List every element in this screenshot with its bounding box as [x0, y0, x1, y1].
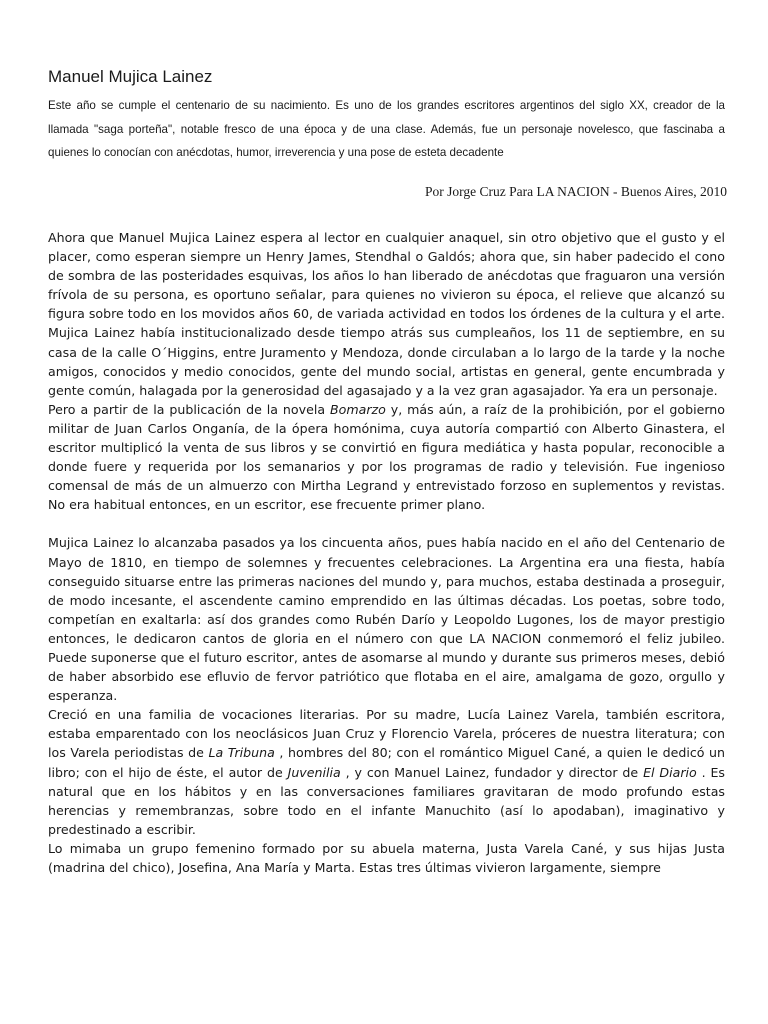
article-byline: Por Jorge Cruz Para LA NACION - Buenos Aires, 2010 — [425, 184, 727, 199]
paragraph-1: Ahora que Manuel Mujica Lainez espera al lector en cualquier anaquel, sin otro objetivo que el gusto y el placer, como esperan siempre un Henry James, Stendhal o Galdós; ahora que, sin haber padecido el cono de sombra de las posteridades esquivas, los años lo han liberado de anécdotas que fraguaron una versión frívola de su persona, es oportuno señalar, para quienes no vivieron su época, el relieve que alcanzó su figura sobre todo en los movidos años 60, de variada actividad en todos los órdenes de la cultura y el arte. Mujica Lainez había institucionalizado desde tiempo atrás sus cumpleaños, los 11 de septiembre, en su casa de la calle O´Higgins, entre Juramento y Mendoza, donde circulaban a lo largo de la tarde y la noche amigos, conocidos y medio conocidos, gente del mundo social, artistas en general, gente encumbrada y gente común, halagada por la generosidad del agasajado y a la vez gran agasajador. Ya era un personaje. — [48, 230, 725, 398]
newspaper-title-la-tribuna: La Tribuna — [208, 745, 275, 761]
paragraph-5: Lo mimaba un grupo femenino formado por su abuela materna, Justa Varela Cané, y sus hijas Justa (madrina del chico), Josefina, Ana María y Marta. Estas tres últimas vivieron largamente, siempre — [48, 840, 725, 875]
paragraph-2: Pero a partir de la publicación de la novela Bomarzo y, más aún, a raíz de la prohibición, por el gobierno militar de Juan Carlos Onganía, de la ópera homónima, cuya autoría compartió con Alberto Ginastera, el escritor multiplicó la venta de sus libros y se convirtió en figura mediática y hasta popular, reconocible a donde fuere y requerida por los semanarios y por los programas de radio y televisión. Fue ingenioso comensal de más de un almuerzo con Mirtha Legrand y entrevistado forzoso en suplementos y revistas. No era habitual entonces, en un escritor, ese frecuente primer plano. — [48, 401, 725, 513]
article-body — [48, 228, 725, 877]
book-title-bomarzo: Bomarzo — [329, 401, 386, 417]
book-title-juvenilia: Juvenilia — [287, 764, 341, 780]
newspaper-title-el-diario: El Diario — [643, 764, 697, 780]
paragraph-4: Creció en una familia de vocaciones literarias. Por su madre, Lucía Lainez Varela, también escritora, estaba emparentado con los neoclásicos Juan Cruz y Florencio Varela, próceres de nuestra literatura; con los Varela periodistas de La Tribuna , hombres del 80; con el romántico Miguel Cané, a quien le dedicó un libro; con el hijo de éste, el autor de Juvenilia , y con Manuel Lainez, fundador y director de El Diario . Es natural que en los hábitos y en las conversaciones familiares gravitaran de modo profundo estas herencias y remembranzas, sobre todo en el infante Manuchito (así lo apodaban), imaginativo y predestinado a escribir. — [48, 707, 725, 837]
article-title: Manuel Mujica Lainez — [48, 67, 213, 86]
paragraph-3: Mujica Lainez lo alcanzaba pasados ya los cincuenta años, pues había nacido en el año del Centenario de Mayo de 1810, en tiempo de solemnes y frecuentes celebraciones. La Argentina era una fiesta, había conseguido situarse entre las primeras naciones del mundo y, para muchos, estaba destinada a proseguir, de modo incesante, el ascendente camino emprendido en las últimas décadas. Los poetas, sobre todo, competían en exaltarla: así dos grandes como Rubén Darío y Leopoldo Lugones, los de mayor prestigio entonces, le dedicaron cantos de gloria en el número con que LA NACION conmemoró el feliz jubileo. Puede suponerse que el futuro escritor, antes de asomarse al mundo y durante sus primeros meses, debió de haber absorbido ese efluvio de fervor patriótico que flotaba en el aire, amalgama de gozo, orgullo y esperanza. — [48, 535, 725, 704]
article-lead: Este año se cumple el centenario de su nacimiento. Es uno de los grandes escritores argentinos del siglo XX, creador de la llamada "saga porteña", notable fresco de una época y de una clase. Además, fue un personaje novelesco, que fascinaba a quienes lo conocían con anécdotas, humor, irreverencia y una pose de esteta decadente — [48, 99, 725, 159]
